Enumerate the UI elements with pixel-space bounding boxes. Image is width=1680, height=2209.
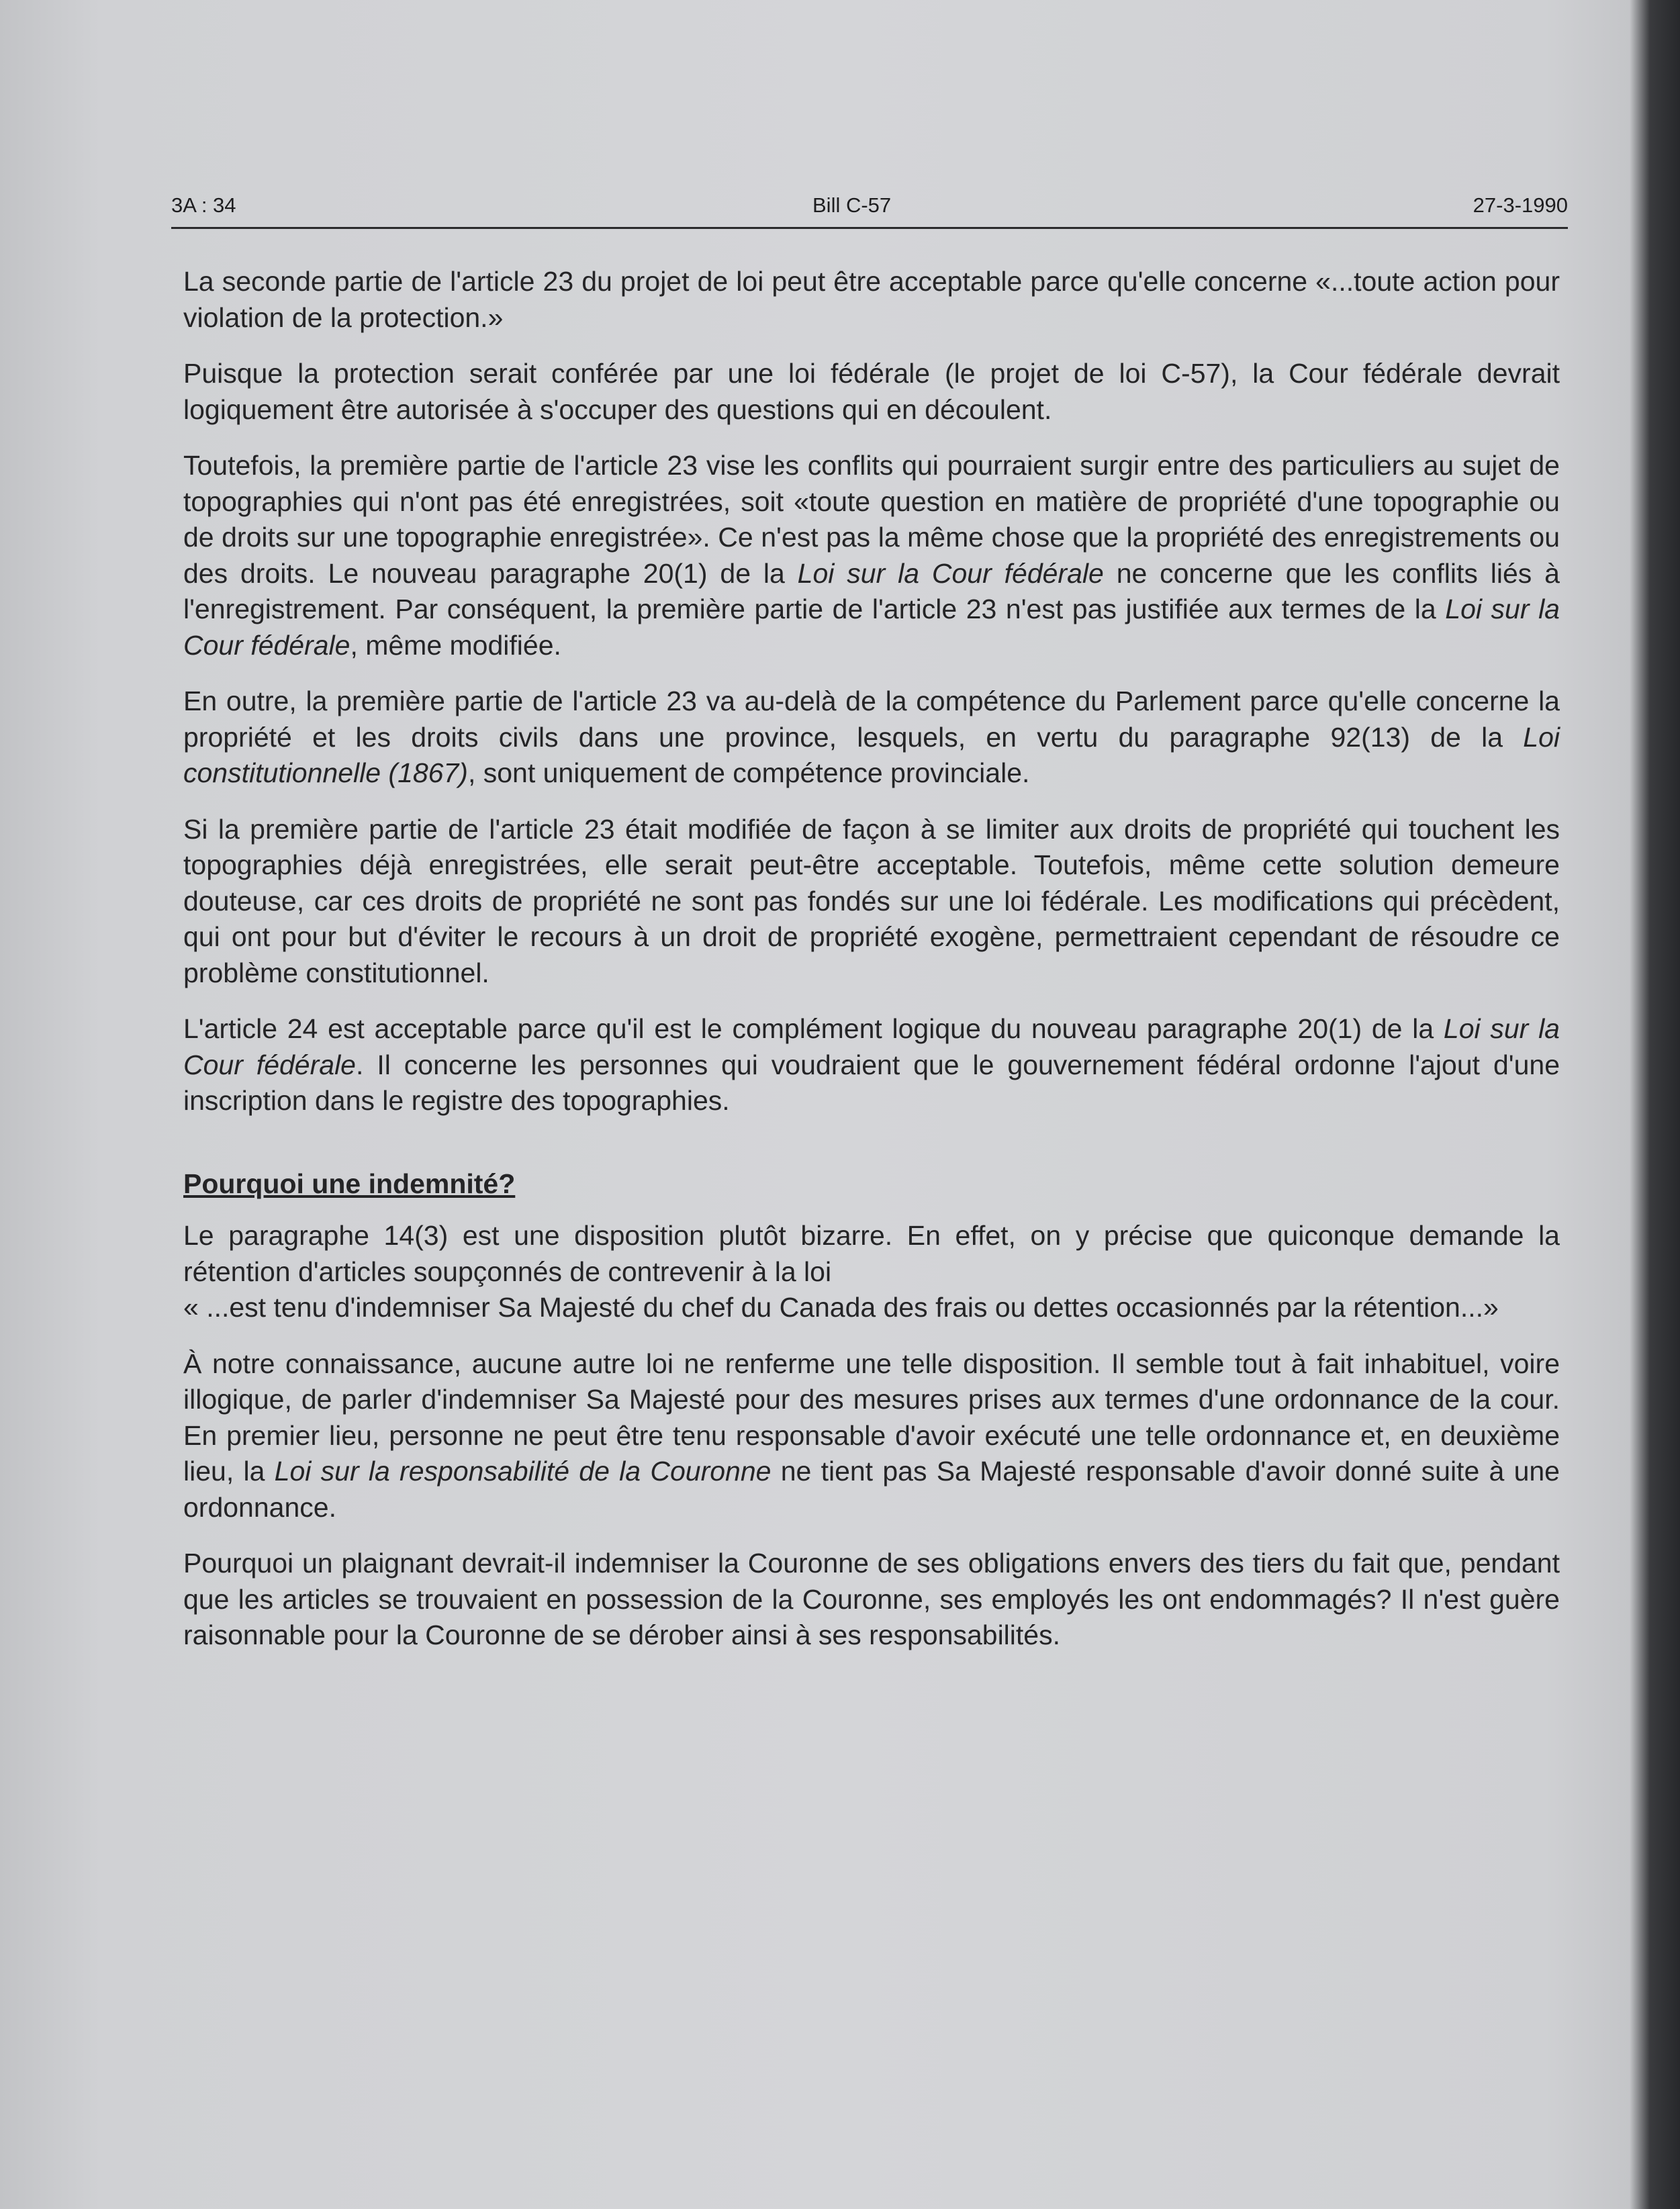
paragraph-8-text-b: ne tient pas Sa Majesté responsable d'avoir donné suite à une ordonnance. <box>183 1456 1560 1523</box>
paragraph-4 <box>183 684 1560 792</box>
law-title-constitution: Loi constitutionnelle (1867) <box>183 721 1560 788</box>
paragraph-8 <box>183 1346 1560 1526</box>
paragraph-3-text-c: , même modifiée. <box>350 629 561 661</box>
law-title-federal-court-2: Loi sur la Cour fédérale <box>183 594 1560 661</box>
page-reference: 3A : 34 <box>171 193 236 217</box>
paragraph-7: Le paragraphe 14(3) est une disposition plutôt bizarre. En effet, on y précise que quiconque demande la rétention d'articles soupçonnés de contrevenir à la loi <box>183 1220 1560 1287</box>
paragraph-2: Puisque la protection serait conférée par une loi fédérale (le projet de loi C-57), la Cour fédérale devrait logiquement être autorisée à s'occuper des questions qui en découlent. <box>183 358 1560 425</box>
law-title-federal-court-3: Loi sur la Cour fédérale <box>183 1013 1560 1080</box>
block-quote: « ...est tenu d'indemniser Sa Majesté du chef du Canada des frais ou dettes occasionnés par la rétention...» <box>183 1292 1499 1323</box>
page-date: 27-3-1990 <box>1473 193 1568 217</box>
paragraph-6-text-a: L'article 24 est acceptable parce qu'il est le complément logique du nouveau paragraphe 20(1) de la <box>183 1013 1444 1044</box>
paragraph-6 <box>183 1011 1560 1119</box>
paragraph-6-text-b: . Il concerne les personnes qui voudraient que le gouvernement fédéral ordonne l'ajout d'une inscription dans le registre des topographies. <box>183 1049 1560 1116</box>
paragraph-3-text-b: ne concerne que les conflits liés à l'enregistrement. Par conséquent, la première partie de l'article 23 n'est pas justifiée aux termes de la <box>183 557 1560 624</box>
law-title-federal-court-1: Loi sur la Cour fédérale <box>797 557 1104 589</box>
page-header <box>171 193 1568 229</box>
paragraph-1: La seconde partie de l'article 23 du projet de loi peut être acceptable parce qu'elle concerne «...toute action pour violation de la protection.» <box>183 266 1560 333</box>
bill-title: Bill C-57 <box>812 193 892 217</box>
document-body <box>183 264 1560 1674</box>
paragraph-4-text-b: , sont uniquement de compétence provinciale. <box>467 757 1030 788</box>
law-title-crown-liability: Loi sur la responsabilité de la Couronne <box>274 1456 772 1487</box>
paragraph-8-text-a: À notre connaissance, aucune autre loi ne renferme une telle disposition. Il semble tout à fait inhabituel, voire illogique, de parler d'indemniser Sa Majesté pour des mesures prises aux termes d'une ordonnance de la cour. En premier lieu, personne ne peut être tenu responsable d'avoir exécuté une telle ordonnance et, en deuxième lieu, la <box>183 1348 1560 1487</box>
section-title: Pourquoi une indemnité? <box>183 1168 516 1199</box>
paragraph-4-text-a: En outre, la première partie de l'article 23 va au-delà de la compétence du Parlement parce qu'elle concerne la propriété et les droits civils dans une province, lesquels, en vertu du paragraphe 92(13) de la <box>183 686 1560 753</box>
paragraph-9: Pourquoi un plaignant devrait-il indemniser la Couronne de ses obligations envers des tiers du fait que, pendant que les articles se trouvaient en possession de la Couronne, ses employés les ont endommagés? Il n'est guère raisonnable pour la Couronne de se dérober ainsi à ses responsabilités. <box>183 1548 1560 1650</box>
paragraph-3 <box>183 448 1560 663</box>
paragraph-5: Si la première partie de l'article 23 était modifiée de façon à se limiter aux droits de propriété qui touchent les topographies déjà enregistrées, elle serait peut-être acceptable. Toutefois, même cette solution demeure douteuse, car ces droits de propriété ne sont pas fondés sur une loi fédérale. Les modifications qui précèdent, qui ont pour but d'éviter le recours à un droit de propriété exogène, permettraient cependant de résoudre ce problème constitutionnel. <box>183 813 1560 988</box>
paragraph-3-text-a: Toutefois, la première partie de l'article 23 vise les conflits qui pourraient surgir entre des particuliers au sujet de topographies qui n'ont pas été enregistrées, soit «toute question en matière de propriété d'une topographie ou de droits sur une topographie enregistrée». Ce n'est pas la même chose que la propriété des enregistrements ou des droits. Le nouveau paragraphe 20(1) de la <box>183 450 1560 589</box>
